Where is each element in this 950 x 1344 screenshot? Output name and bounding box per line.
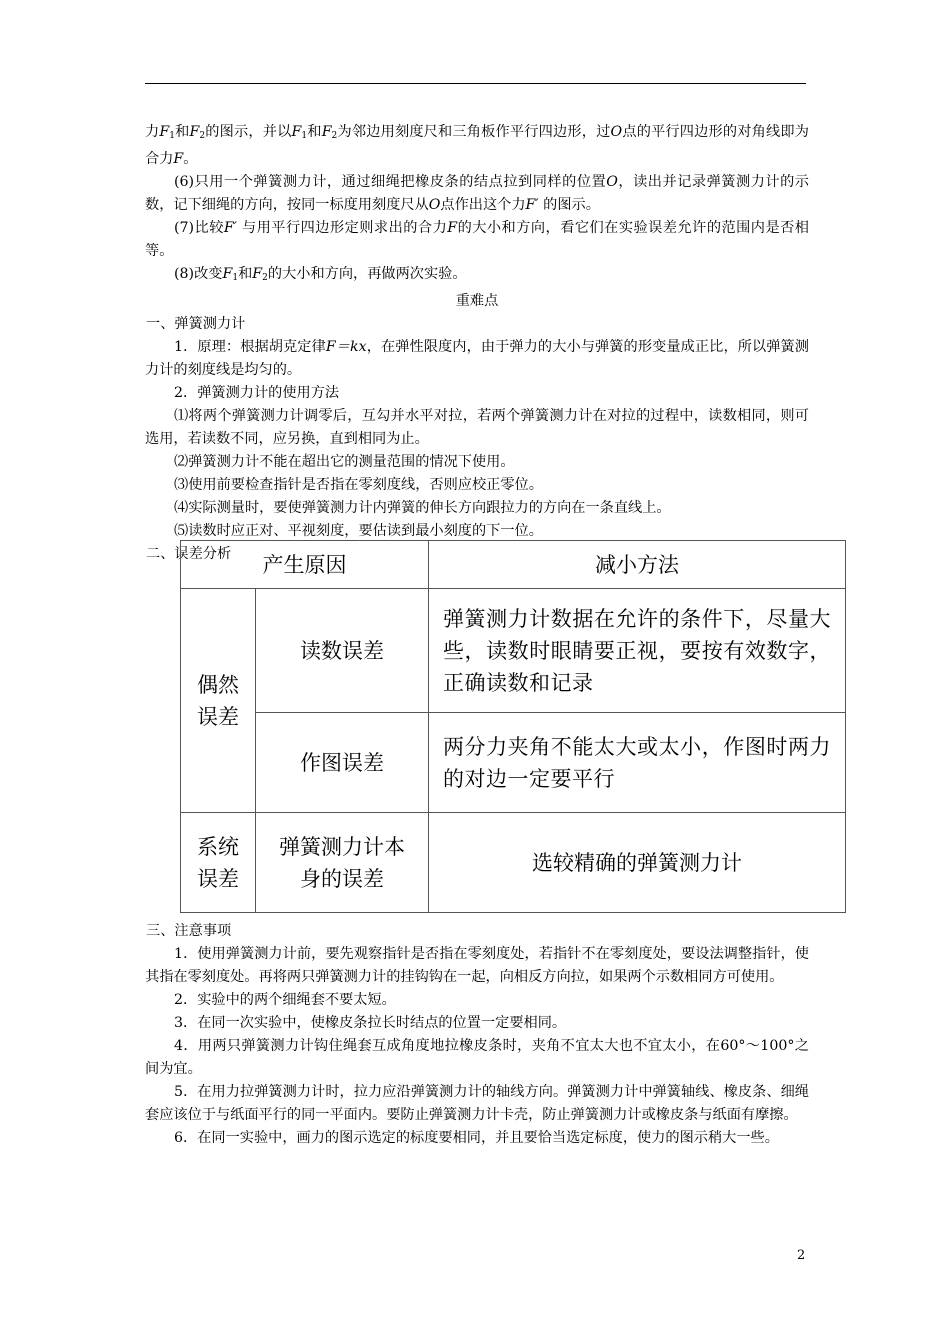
table-row — [181, 589, 846, 713]
section1-item2: 2．弹簧测力计的使用方法 — [174, 385, 340, 401]
section2-heading: 二、误差分析 — [146, 546, 232, 562]
section1-sub2: ⑵弹簧测力计不能在超出它的测量范围的情况下使用。 — [174, 454, 515, 470]
drawing-error-cell: 作图误差 — [256, 713, 429, 813]
note-2: 2．实验中的两个细绳套不要太短。 — [174, 992, 396, 1008]
system-error-label: 系统误差 — [181, 813, 256, 913]
header-rule — [145, 83, 806, 84]
page-number: 2 — [797, 1248, 806, 1263]
accidental-error-label: 偶然误差 — [181, 589, 256, 813]
section1-sub3: ⑶使用前要检查指针是否指在零刻度线，否则应校正零位。 — [174, 477, 543, 493]
upper-text — [145, 121, 809, 566]
error-analysis-table — [180, 540, 846, 913]
section1-sub4: ⑷实际测量时，要使弹簧测力计内弹簧的伸长方向跟拉力的方向在一条直线上。 — [174, 500, 671, 516]
header-cause: 产生原因 — [181, 541, 429, 589]
note-1: 1．使用弹簧测力计前，要先观察指针是否指在零刻度处，若指针不在零刻度处，要设法调整指针，使其指在零刻度处。再将两只弹簧测力计的挂钩钩在一起，向相反方向拉，如果两个示数相同方可使用。 — [145, 946, 809, 985]
paragraph-step6: (6)只用一个弹簧测力计，通过细绳把橡皮条的结点拉到同样的位置O，读出并记录弹簧测力计的示数，记下细绳的方向，按同一标度用刻度尺从O点作出这个力F′ 的图示。 — [145, 174, 809, 213]
drawing-method-cell: 两分力夹角不能太大或太小，作图时两力的对边一定要平行 — [429, 713, 846, 813]
paragraph-step8: (8)改变$F_1$和$F_2$的大小和方向，再做两次实验。 — [174, 266, 467, 283]
system-cause-cell: 弹簧测力计本身的误差 — [256, 813, 429, 913]
section1-sub5: ⑸读数时应正对、平视刻度，要估读到最小刻度的下一位。 — [174, 523, 543, 539]
paragraph-step7: (7)比较F′ 与用平行四边形定则求出的合力F的大小和方向，看它们在实验误差允许的范围内是否相等。 — [145, 220, 809, 259]
note-3: 3．在同一次实验中，使橡皮条拉长时结点的位置一定要相同。 — [174, 1015, 567, 1031]
section1-heading: 一、弹簧测力计 — [146, 316, 246, 332]
header-method: 减小方法 — [429, 541, 846, 589]
table-row — [181, 713, 846, 813]
paragraph-step5-continued: 力$F_1$和$F_2$的图示，并以$F_1$和$F_2$为邻边用刻度尺和三角板作平行四边形，过O点的平行四边形的对角线即为合力F。 — [145, 124, 809, 167]
section1-sub1: ⑴将两个弹簧测力计调零后，互勾并水平对拉，若两个弹簧测力计在对拉的过程中，读数相同，则可选用，若读数不同，应另换，直到相同为止。 — [145, 408, 809, 447]
note-6: 6．在同一实验中，画力的图示选定的标度要相同，并且要恰当选定标度，使力的图示稍大一些。 — [174, 1130, 779, 1146]
note-5: 5．在用力拉弹簧测力计时，拉力应沿弹簧测力计的轴线方向。弹簧测力计中弹簧轴线、橡皮条、细绳套应该位于与纸面平行的同一平面内。要防止弹簧测力计卡壳，防止弹簧测力计或橡皮条与纸面有摩擦。 — [145, 1084, 809, 1123]
system-method-cell: 选较精确的弹簧测力计 — [429, 813, 846, 913]
key-points-heading: 重难点 — [455, 293, 499, 309]
section1-item1: 1．原理：根据胡克定律F＝kx，在弹性限度内，由于弹力的大小与弹簧的形变量成正比，所以弹簧测力计的刻度线是均匀的。 — [145, 339, 809, 378]
note-4: 4．用两只弹簧测力计钩住绳套互成角度地拉橡皮条时，夹角不宜太大也不宜太小，在60°～100°之间为宜。 — [145, 1038, 809, 1077]
reading-method-cell: 弹簧测力计数据在允许的条件下，尽量大些，读数时眼睛要正视，要按有效数字，正确读数和记录 — [429, 589, 846, 713]
table-row — [181, 813, 846, 913]
table-header-row — [181, 541, 846, 589]
reading-error-cell: 读数误差 — [256, 589, 429, 713]
lower-text — [145, 920, 809, 1150]
section3-heading: 三、注意事项 — [146, 923, 232, 939]
